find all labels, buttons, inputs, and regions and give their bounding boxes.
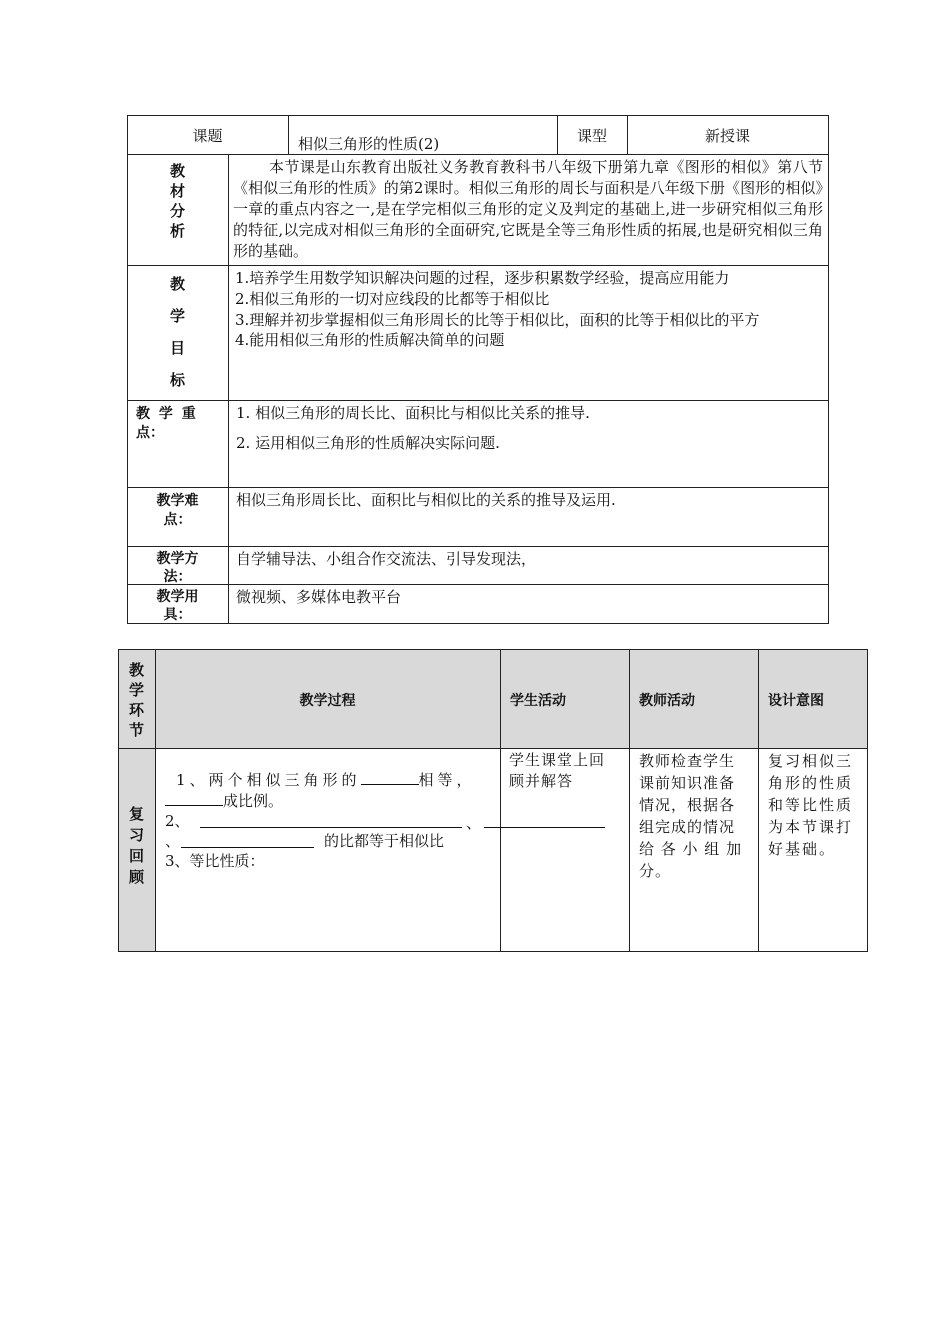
header-student: 学生活动	[510, 693, 566, 709]
blank[interactable]	[181, 847, 314, 848]
teacher-activity: 教师检查学生 课前知识准备 情况，根据各 组完成的情况 给 各 小 组 加 分。	[639, 752, 743, 880]
tools-label-2: 具：	[163, 607, 192, 623]
key-point: 1. 相似三角形的周长比、面积比与相似比关系的推导.	[236, 404, 590, 422]
blank[interactable]	[200, 827, 462, 828]
analysis-label: 教 材 分 析	[169, 162, 185, 240]
goal-item: 1.培养学生用数学知识解决问题的过程，逐步积累数学经验，提高应用能力	[235, 269, 730, 287]
question-2-cont: 、	[165, 832, 181, 850]
key-label: 教 学 重	[136, 406, 196, 422]
row-section: 复 习 回 顾	[128, 805, 144, 886]
header-design: 设计意图	[768, 693, 824, 709]
goal-item: 4.能用相似三角形的性质解决简单的问题	[235, 331, 505, 349]
topic-value: 相似三角形的性质(2)	[298, 135, 440, 153]
tools-label: 教学用	[156, 589, 199, 605]
method-label-2: 法：	[163, 569, 192, 585]
blank[interactable]	[484, 827, 605, 828]
question-3: 3、等比性质：	[165, 852, 265, 870]
difficulty-text: 相似三角形周长比、面积比与相似比的关系的推导及运用.	[236, 491, 616, 509]
student-activity: 学生课堂上回 顾并解答	[509, 751, 606, 790]
method-text: 自学辅导法、小组合作交流法、引导发现法，	[236, 550, 537, 568]
type-value: 新授课	[704, 127, 750, 145]
tools-text: 微视频、多媒体电教平台	[236, 588, 402, 606]
question-2-tail: 的比都等于相似比	[324, 832, 445, 850]
goal-item: 2.相似三角形的一切对应线段的比都等于相似比	[235, 290, 550, 308]
design-intent: 复习相似三 角形的性质 和等比性质 为本节课打 好基础。	[768, 752, 854, 858]
question-1-cont: 成比例。	[165, 791, 283, 811]
blank[interactable]	[361, 770, 419, 785]
header-section: 教 学 环 节	[128, 661, 144, 739]
method-label: 教学方	[156, 551, 199, 567]
key-point: 2. 运用相似三角形的性质解决实际问题.	[236, 434, 500, 452]
key-label-2: 点：	[136, 425, 164, 441]
analysis-text: 本节课是山东教育出版社义务教育教科书八年级下册第九章《图形的相似》第八节《相似三角形的性质》的第2课时。相似三角形的周长与面积是八年级下册《图形的相似》一章的重点内容之一,是在学完相似三角形的定义及判定的基础上,进一步研究相似三角形的特征,以完成对相似三角形的全面研究,它既是全等三角形性质的拓展,也是研究相似三角形的基础。	[233, 158, 823, 260]
type-label: 课型	[576, 127, 607, 145]
separator: 、	[466, 814, 482, 832]
goals-label: 教 学 目 标	[169, 275, 185, 389]
question-1: 1、两个相似三角形的 相等，	[176, 771, 476, 789]
header-teacher: 教师活动	[639, 693, 695, 709]
topic-label: 课题	[192, 127, 223, 145]
difficulty-label: 教学难	[156, 493, 199, 509]
blank[interactable]	[165, 791, 223, 806]
header-process: 教学过程	[299, 693, 356, 709]
question-2: 2、	[165, 812, 190, 830]
goal-item: 3.理解并初步掌握相似三角形周长的比等于相似比，面积的比等于相似比的平方	[235, 311, 760, 329]
difficulty-label-2: 点：	[163, 512, 192, 528]
